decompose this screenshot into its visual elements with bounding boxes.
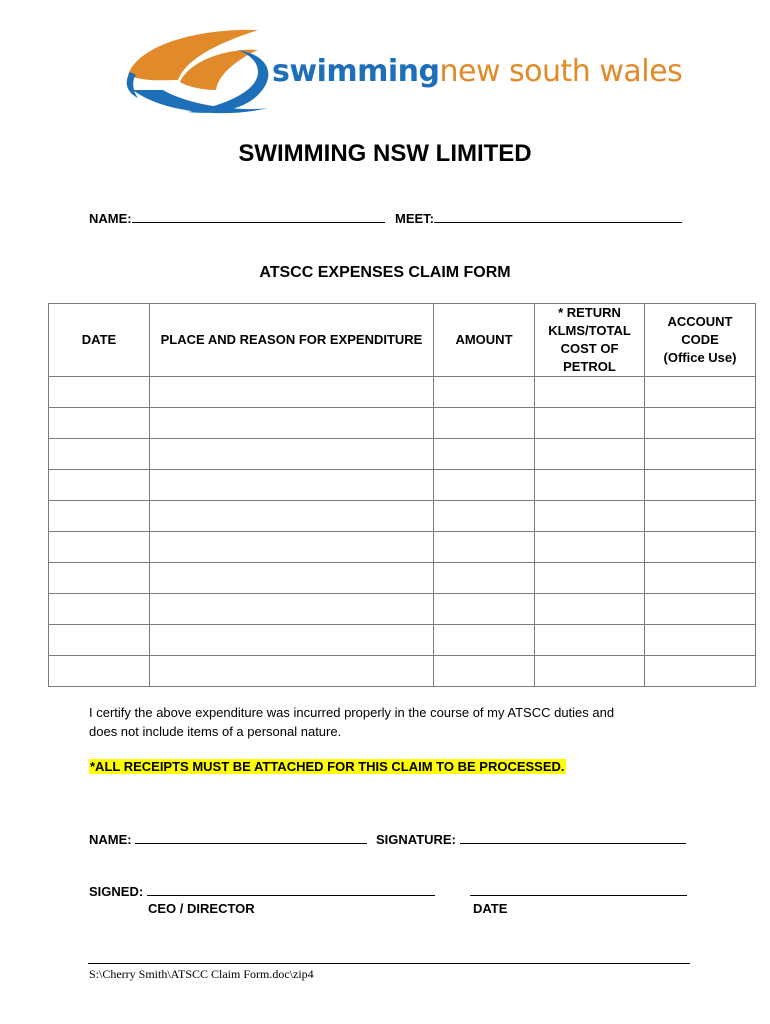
table-cell[interactable] [434, 625, 535, 656]
meet-field[interactable] [395, 209, 682, 226]
date-blank[interactable] [470, 882, 687, 896]
table-cell[interactable] [49, 594, 150, 625]
table-cell[interactable] [645, 594, 756, 625]
date-field[interactable] [470, 882, 687, 899]
table-row [49, 625, 756, 656]
table-cell[interactable] [150, 563, 434, 594]
table-cell[interactable] [535, 563, 645, 594]
table-cell[interactable] [535, 594, 645, 625]
table-cell[interactable] [49, 439, 150, 470]
table-cell[interactable] [49, 377, 150, 408]
table-cell[interactable] [49, 563, 150, 594]
column-header-line: PLACE AND REASON FOR EXPENDITURE [160, 332, 423, 347]
table-cell[interactable] [645, 501, 756, 532]
table-cell[interactable] [645, 625, 756, 656]
table-cell[interactable] [49, 501, 150, 532]
logo-wordmark [272, 54, 682, 89]
table-cell[interactable] [535, 439, 645, 470]
table-cell[interactable] [150, 532, 434, 563]
column-header-line: (Office Use) [663, 350, 737, 365]
certification-line-1: I certify the above expenditure was incurred properly in the course of my ATSCC duties and [89, 705, 615, 720]
table-cell[interactable] [645, 470, 756, 501]
table-cell[interactable] [645, 563, 756, 594]
table-cell[interactable] [645, 377, 756, 408]
table-cell[interactable] [150, 501, 434, 532]
signature-name-field[interactable] [89, 830, 367, 847]
table-cell[interactable] [434, 408, 535, 439]
table-cell[interactable] [150, 408, 434, 439]
table-cell[interactable] [434, 470, 535, 501]
table-cell[interactable] [434, 532, 535, 563]
table-row [49, 439, 756, 470]
table-row [49, 501, 756, 532]
meet-blank[interactable] [434, 209, 682, 223]
table-cell[interactable] [535, 408, 645, 439]
table-cell[interactable] [434, 501, 535, 532]
column-header-4 [645, 304, 756, 377]
footer-divider [88, 963, 690, 964]
form-title: ATSCC EXPENSES CLAIM FORM [259, 264, 511, 281]
ceo-director-label: CEO / DIRECTOR [148, 901, 255, 916]
table-row [49, 594, 756, 625]
table-cell[interactable] [150, 377, 434, 408]
table-cell[interactable] [645, 439, 756, 470]
table-cell[interactable] [434, 594, 535, 625]
table-cell[interactable] [434, 439, 535, 470]
signature-field[interactable] [376, 830, 686, 847]
table-cell[interactable] [535, 377, 645, 408]
column-header-1 [150, 304, 434, 377]
signed-field[interactable] [89, 882, 435, 899]
table-row [49, 656, 756, 687]
column-header-line: CODE [681, 332, 719, 347]
signed-label: SIGNED: [89, 884, 144, 899]
column-header-line: DATE [81, 332, 117, 347]
page-title: SWIMMING NSW LIMITED [238, 140, 532, 167]
table-cell[interactable] [49, 625, 150, 656]
table-header-row [49, 304, 756, 377]
table-cell[interactable] [645, 532, 756, 563]
receipts-notice: *ALL RECEIPTS MUST BE ATTACHED FOR THIS CLAIM TO BE PROCESSED. [90, 759, 565, 774]
table-cell[interactable] [49, 470, 150, 501]
signature-name-label: NAME: [89, 832, 132, 847]
table-cell[interactable] [150, 470, 434, 501]
logo-word-nsw: new south wales [439, 54, 683, 89]
expenses-table [48, 303, 756, 687]
column-header-line: PETROL [563, 359, 616, 374]
logo-word-swimming: swimming [272, 54, 440, 89]
meet-label: MEET: [395, 211, 434, 226]
signature-name-blank[interactable] [135, 830, 367, 844]
certification-text [89, 703, 689, 741]
table-cell[interactable] [434, 563, 535, 594]
signature-label: SIGNATURE: [376, 832, 456, 847]
column-header-line: KLMS/TOTAL [548, 323, 631, 338]
column-header-line: ACCOUNT [667, 314, 733, 329]
signature-blank[interactable] [460, 830, 686, 844]
date-label: DATE [473, 901, 508, 916]
table-cell[interactable] [49, 408, 150, 439]
table-row [49, 563, 756, 594]
table-cell[interactable] [535, 656, 645, 687]
table-row [49, 470, 756, 501]
table-cell[interactable] [150, 625, 434, 656]
name-label: NAME: [89, 211, 132, 226]
column-header-line: COST OF [560, 341, 619, 356]
table-cell[interactable] [150, 656, 434, 687]
table-cell[interactable] [535, 470, 645, 501]
table-cell[interactable] [49, 532, 150, 563]
table-cell[interactable] [645, 656, 756, 687]
table-cell[interactable] [150, 439, 434, 470]
table-cell[interactable] [434, 377, 535, 408]
table-row [49, 532, 756, 563]
column-header-line: * RETURN [558, 305, 621, 320]
column-header-0 [49, 304, 150, 377]
footer-file-path: S:\Cherry Smith\ATSCC Claim Form.doc\zip4 [89, 967, 314, 981]
table-cell[interactable] [49, 656, 150, 687]
table-row [49, 377, 756, 408]
table-cell[interactable] [150, 594, 434, 625]
column-header-line: AMOUNT [455, 332, 513, 347]
name-blank[interactable] [132, 209, 385, 223]
signed-blank[interactable] [147, 882, 435, 896]
table-cell[interactable] [645, 408, 756, 439]
table-row [49, 408, 756, 439]
certification-line-2: does not include items of a personal nature. [89, 724, 342, 739]
table-cell[interactable] [535, 625, 645, 656]
column-header-2 [434, 304, 535, 377]
table-cell[interactable] [535, 532, 645, 563]
name-field[interactable] [89, 209, 385, 226]
table-cell[interactable] [434, 656, 535, 687]
column-header-3 [535, 304, 645, 377]
table-cell[interactable] [535, 501, 645, 532]
